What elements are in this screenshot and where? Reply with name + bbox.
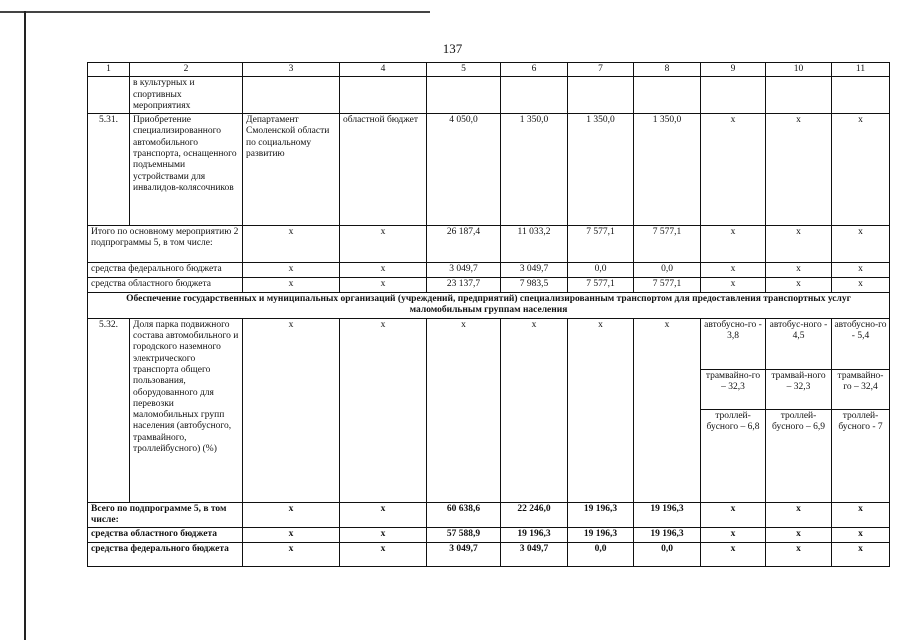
value-cell: x bbox=[634, 318, 701, 502]
value-cell: x bbox=[427, 318, 501, 502]
value-cell: x bbox=[832, 114, 890, 226]
value-cell: x bbox=[766, 278, 832, 293]
section-header-row bbox=[88, 293, 890, 319]
scan-border-top bbox=[0, 11, 430, 13]
program-table bbox=[87, 62, 890, 567]
value-cell: x bbox=[766, 114, 832, 226]
col-header: 11 bbox=[832, 63, 890, 77]
value-cell: 0,0 bbox=[634, 543, 701, 567]
value-cell: x bbox=[340, 263, 427, 278]
col-header: 7 bbox=[568, 63, 634, 77]
value-cell: x bbox=[340, 318, 427, 502]
value-cell: 26 187,4 bbox=[427, 226, 501, 263]
trolleybus-share: троллей-бусного - 7 bbox=[838, 410, 883, 433]
value-cell: 11 033,2 bbox=[501, 226, 568, 263]
value-cell: x bbox=[243, 543, 340, 567]
value-cell: x bbox=[340, 226, 427, 263]
value-cell: 23 137,7 bbox=[427, 278, 501, 293]
table-row-federal-2 bbox=[88, 263, 890, 278]
col-header: 6 bbox=[501, 63, 568, 77]
value-cell: x bbox=[701, 278, 766, 293]
row-label: Итого по основному мероприятию 2 подпрограммы 5, в том числе: bbox=[88, 226, 243, 263]
value-cell: x bbox=[832, 502, 890, 528]
table-row-federal-5 bbox=[88, 543, 890, 567]
row-label: средства федерального бюджета bbox=[88, 543, 243, 567]
value-cell: 1 350,0 bbox=[568, 114, 634, 226]
value-cell: 0,0 bbox=[634, 263, 701, 278]
value-cell: 1 350,0 bbox=[501, 114, 568, 226]
table-row-regional-5 bbox=[88, 528, 890, 543]
trolleybus-share: троллей-бусного – 6,8 bbox=[706, 410, 760, 433]
row-label: средства областного бюджета bbox=[88, 278, 243, 293]
value-cell: x bbox=[701, 226, 766, 263]
row-name: Приобретение специализированного автомобильного транспорта, оснащенного подъемными устройствами для инвалидов-колясочников bbox=[130, 114, 243, 226]
value-cell: x bbox=[243, 502, 340, 528]
value-cell: 3 049,7 bbox=[501, 543, 568, 567]
value-cell: 7 983,5 bbox=[501, 278, 568, 293]
value-cell: x bbox=[701, 263, 766, 278]
bus-share: автобус-ного - 4,5 bbox=[766, 319, 831, 370]
col-header: 5 bbox=[427, 63, 501, 77]
value-cell-split bbox=[701, 318, 766, 502]
table-row-continuation bbox=[88, 77, 890, 114]
value-cell: x bbox=[701, 543, 766, 567]
row-label: средства областного бюджета bbox=[88, 528, 243, 543]
row-number: 5.32. bbox=[88, 318, 130, 502]
trolleybus-share: троллей-бусного – 6,9 bbox=[771, 410, 826, 433]
value-cell: 3 049,7 bbox=[501, 263, 568, 278]
row-label: Всего по подпрограмме 5, в том числе: bbox=[88, 502, 243, 528]
value-cell: x bbox=[832, 226, 890, 263]
row-name: в культурных и спортивных мероприятиях bbox=[130, 77, 243, 114]
value-cell: x bbox=[701, 528, 766, 543]
col-header: 8 bbox=[634, 63, 701, 77]
value-cell: x bbox=[832, 263, 890, 278]
scan-border-left bbox=[24, 11, 26, 640]
value-cell: 3 049,7 bbox=[427, 543, 501, 567]
value-cell: x bbox=[832, 528, 890, 543]
row-label: средства федерального бюджета bbox=[88, 263, 243, 278]
value-cell-split bbox=[832, 318, 890, 502]
value-cell: 19 196,3 bbox=[501, 528, 568, 543]
value-cell: 22 246,0 bbox=[501, 502, 568, 528]
value-cell: x bbox=[340, 528, 427, 543]
value-cell: 0,0 bbox=[568, 543, 634, 567]
value-cell: x bbox=[766, 543, 832, 567]
value-cell: 60 638,6 bbox=[427, 502, 501, 528]
value-cell: x bbox=[766, 226, 832, 263]
value-cell: x bbox=[340, 543, 427, 567]
col-header: 10 bbox=[766, 63, 832, 77]
value-cell: 0,0 bbox=[568, 263, 634, 278]
table-row-5-32 bbox=[88, 318, 890, 502]
value-cell: x bbox=[243, 226, 340, 263]
value-cell: x bbox=[340, 502, 427, 528]
value-cell: 7 577,1 bbox=[634, 278, 701, 293]
value-cell: x bbox=[766, 528, 832, 543]
value-cell: 7 577,1 bbox=[634, 226, 701, 263]
col-header: 9 bbox=[701, 63, 766, 77]
value-cell: x bbox=[243, 528, 340, 543]
col-header: 3 bbox=[243, 63, 340, 77]
value-cell: 7 577,1 bbox=[568, 226, 634, 263]
value-cell: 4 050,0 bbox=[427, 114, 501, 226]
executor-cell: Департамент Смоленской области по социальному развитию bbox=[243, 114, 340, 226]
source-cell: областной бюджет bbox=[340, 114, 427, 226]
value-cell: x bbox=[766, 263, 832, 278]
col-header: 2 bbox=[130, 63, 243, 77]
row-name: Доля парка подвижного состава автомобильного и городского наземного электрического транспорта общего пользования, оборудованного для перевозки маломобильных групп населения (автобусного, трамвайного, троллейбусного) (%) bbox=[130, 318, 243, 502]
value-cell: x bbox=[832, 278, 890, 293]
value-cell: 19 196,3 bbox=[568, 502, 634, 528]
value-cell: x bbox=[501, 318, 568, 502]
table-row-regional-2 bbox=[88, 278, 890, 293]
table-row-total-2 bbox=[88, 226, 890, 263]
value-cell: x bbox=[832, 543, 890, 567]
column-number-row bbox=[88, 63, 890, 77]
value-cell: x bbox=[243, 318, 340, 502]
value-cell: x bbox=[766, 502, 832, 528]
col-header: 4 bbox=[340, 63, 427, 77]
value-cell: x bbox=[340, 278, 427, 293]
table-row-5-31 bbox=[88, 114, 890, 226]
value-cell: x bbox=[701, 114, 766, 226]
value-cell: x bbox=[701, 502, 766, 528]
value-cell: x bbox=[243, 263, 340, 278]
tram-share: трамвайно-го – 32,4 bbox=[832, 370, 889, 410]
bus-share: автобусно-го - 5,4 bbox=[832, 319, 889, 370]
value-cell: x bbox=[243, 278, 340, 293]
value-cell: 7 577,1 bbox=[568, 278, 634, 293]
page-number: 137 bbox=[442, 41, 463, 56]
value-cell: 19 196,3 bbox=[634, 528, 701, 543]
col-header: 1 bbox=[88, 63, 130, 77]
value-cell: 19 196,3 bbox=[634, 502, 701, 528]
table-row-total-5 bbox=[88, 502, 890, 528]
row-number: 5.31. bbox=[88, 114, 130, 226]
value-cell: 3 049,7 bbox=[427, 263, 501, 278]
value-cell: x bbox=[568, 318, 634, 502]
bus-share: автобусно-го - 3,8 bbox=[701, 319, 765, 370]
tram-share: трамвайно-го – 32,3 bbox=[701, 370, 765, 410]
value-cell: 57 588,9 bbox=[427, 528, 501, 543]
value-cell-split bbox=[766, 318, 832, 502]
section-title: Обеспечение государственных и муниципальных организаций (учреждений, предприятий) специализированным транспортом для предоставления транспортных услуг маломобильным группам населения bbox=[88, 293, 890, 319]
value-cell: 19 196,3 bbox=[568, 528, 634, 543]
value-cell: 1 350,0 bbox=[634, 114, 701, 226]
tram-share: трамвай-ного – 32,3 bbox=[766, 370, 831, 410]
